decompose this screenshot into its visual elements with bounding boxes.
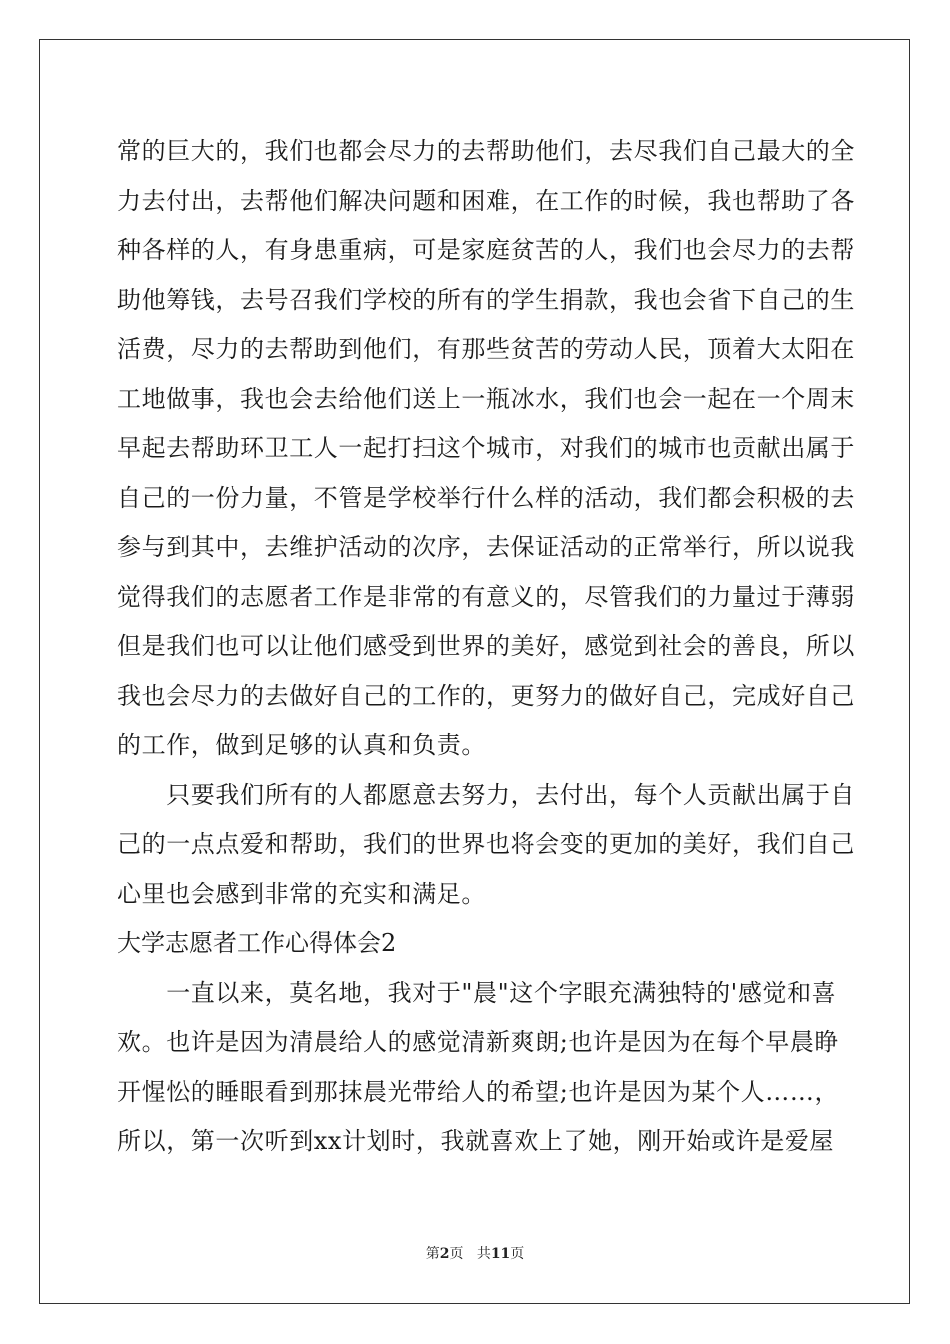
body-line: 只要我们所有的人都愿意去努力，去付出，每个人贡献出属于自 xyxy=(117,780,855,809)
footer-total-prefix: 共 xyxy=(476,1246,491,1262)
body-line: 力去付出，去帮他们解决问题和困难，在工作的时候，我也帮助了各 xyxy=(117,186,855,215)
body-line: 己的一点点爱和帮助，我们的世界也将会变的更加的美好，我们自己 xyxy=(117,830,855,858)
section-heading: 大学志愿者工作心得体会2 xyxy=(117,929,397,957)
body-line: 的工作，做到足够的认真和负责。 xyxy=(117,731,486,759)
body-line: 助他筹钱，去号召我们学校的所有的学生捐款，我也会省下自己的生 xyxy=(117,285,855,314)
body-line: 欢。也许是因为清晨给人的感觉清新爽朗;也许是因为在每个早晨睁 xyxy=(117,1028,840,1056)
body-line: 我也会尽力的去做好自己的工作的，更努力的做好自己，完成好自己 xyxy=(117,681,855,710)
body-line: 工地做事，我也会去给他们送上一瓶冰水，我们也会一起在一个周末 xyxy=(117,384,855,413)
footer-total-unit: 页 xyxy=(510,1246,525,1262)
body-line: 所以，第一次听到xx计划时，我就喜欢上了她，刚开始或许是爱屋 xyxy=(117,1127,835,1155)
body-line: 种各样的人，有身患重病，可是家庭贫苦的人，我们也会尽力的去帮 xyxy=(117,236,855,264)
body-line: 自己的一份力量，不管是学校举行什么样的活动，我们都会积极的去 xyxy=(117,483,855,512)
body-line: 但是我们也可以让他们感受到世界的美好，感觉到社会的善良，所以 xyxy=(117,632,855,660)
body-line: 活费，尽力的去帮助到他们，有那些贫苦的劳动人民，顶着大太阳在 xyxy=(117,335,855,363)
body-line: 心里也会感到非常的充实和满足。 xyxy=(117,879,486,908)
document-body xyxy=(117,127,855,1167)
total-pages-number: 11 xyxy=(490,1246,511,1262)
body-line: 觉得我们的志愿者工作是非常的有意义的，尽管我们的力量过于薄弱 xyxy=(117,582,855,611)
body-line: 一直以来，莫名地，我对于"晨"这个字眼充满独特的'感觉和喜 xyxy=(117,978,837,1007)
body-line: 参与到其中，去维护活动的次序，去保证活动的正常举行，所以说我 xyxy=(117,533,855,561)
body-line: 早起去帮助环卫工人一起打扫这个城市，对我们的城市也贡献出属于 xyxy=(117,434,855,462)
footer-page-unit: 页 xyxy=(449,1246,464,1262)
footer-prefix: 第 xyxy=(425,1246,440,1262)
current-page-number: 2 xyxy=(439,1246,450,1262)
body-line: 开惺忪的睡眼看到那抹晨光带给人的希望;也许是因为某个人……， xyxy=(117,1077,840,1106)
body-line: 常的巨大的，我们也都会尽力的去帮助他们，去尽我们自己最大的全 xyxy=(117,137,855,165)
page-footer xyxy=(0,1243,950,1263)
